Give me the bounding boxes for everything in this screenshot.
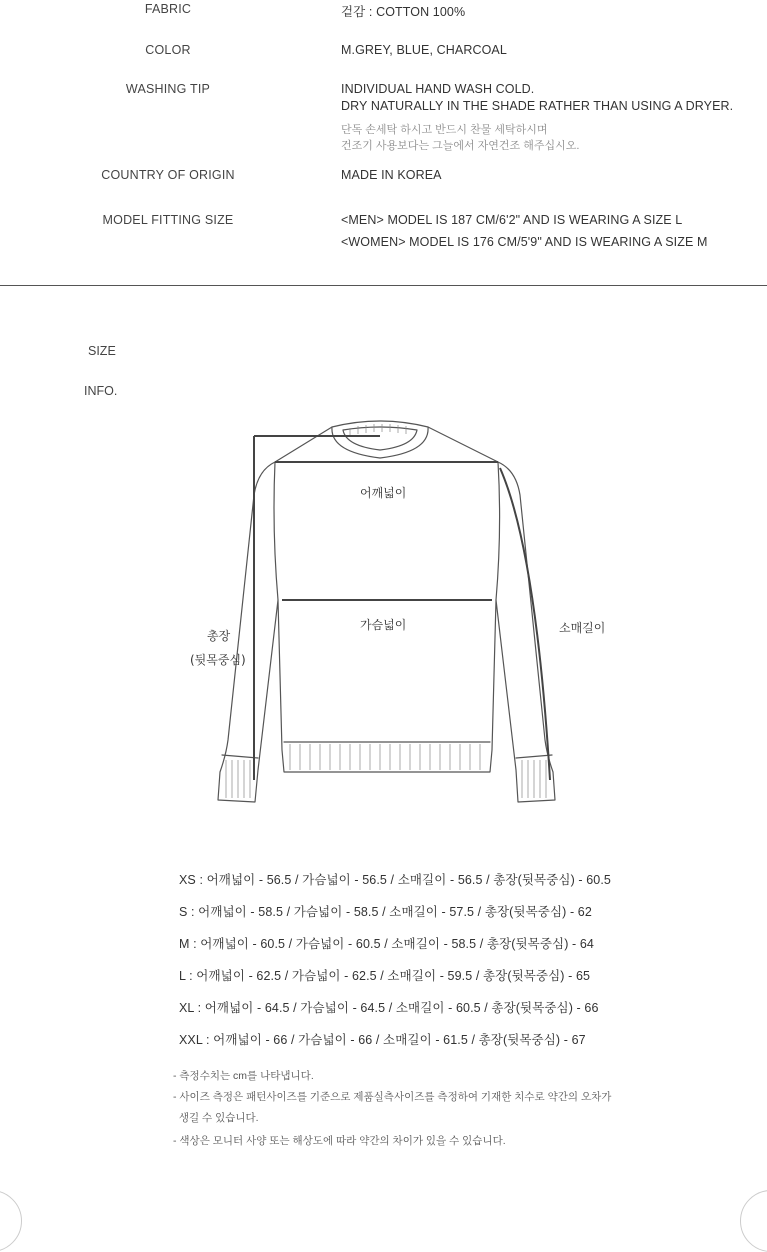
diagram-label-chest: 가슴넓이	[360, 618, 407, 632]
section-divider	[0, 285, 767, 286]
spec-value-washing-kr-1: 단독 손세탁 하시고 반드시 찬물 세탁하시며	[341, 124, 548, 136]
size-row-s: S : 어깨넓이 - 58.5 / 가슴넓이 - 58.5 / 소매길이 - 57.5 / 총장(뒷목중심) - 62	[179, 905, 592, 919]
spec-label-model-fitting: MODEL FITTING SIZE	[102, 213, 234, 227]
spec-value-washing-kr-2: 건조기 사용보다는 그늘에서 자연건조 해주십시오.	[341, 140, 580, 152]
diagram-label-shoulder: 어깨넓이	[360, 486, 407, 500]
spec-label-country: COUNTRY OF ORIGIN	[101, 168, 235, 182]
spec-value-fabric: 겉감 : COTTON 100%	[341, 5, 466, 19]
note-4: - 색상은 모니터 사양 또는 해상도에 따라 약간의 차이가 있을 수 있습니다.	[173, 1135, 506, 1147]
size-row-xs: XS : 어깨넓이 - 56.5 / 가슴넓이 - 56.5 / 소매길이 - 56.5 / 총장(뒷목중심) - 60.5	[179, 873, 611, 887]
spec-value-washing-2: DRY NATURALLY IN THE SHADE RATHER THAN USING A DRYER.	[341, 99, 734, 113]
note-1: - 측정수치는 cm를 나타냅니다.	[173, 1070, 314, 1082]
size-row-xxl: XXL : 어깨넓이 - 66 / 가슴넓이 - 66 / 소매길이 - 61.5 / 총장(뒷목중심) - 67	[179, 1033, 586, 1047]
spec-label-washing-tip: WASHING TIP	[125, 82, 211, 96]
note-2: - 사이즈 측정은 패턴사이즈를 기준으로 제품실측사이즈를 측정하여 기재한 치수로 약간의 오차가	[173, 1091, 612, 1103]
diagram-label-length-note: (뒷목중심)	[190, 653, 246, 667]
spec-value-model-women: <WOMEN> MODEL IS 176 CM/5'9" AND IS WEARING A SIZE M	[341, 235, 708, 249]
spec-label-color: COLOR	[145, 43, 191, 57]
spec-label-fabric: FABRIC	[144, 2, 192, 16]
size-row-xl: XL : 어깨넓이 - 64.5 / 가슴넓이 - 64.5 / 소매길이 - 60.5 / 총장(뒷목중심) - 66	[179, 1001, 599, 1015]
spec-value-country: MADE IN KOREA	[341, 168, 442, 182]
note-3: 생길 수 있습니다.	[173, 1112, 259, 1124]
size-row-m: M : 어깨넓이 - 60.5 / 가슴넓이 - 60.5 / 소매길이 - 58.5 / 총장(뒷목중심) - 64	[179, 937, 594, 951]
spec-value-washing-1: INDIVIDUAL HAND WASH COLD.	[341, 82, 535, 96]
spec-value-color: M.GREY, BLUE, CHARCOAL	[341, 43, 507, 57]
spec-value-model-men: <MEN> MODEL IS 187 CM/6'2" AND IS WEARING A SIZE L	[341, 213, 683, 227]
diagram-label-length: 총장	[207, 629, 231, 643]
carousel-next-edge[interactable]	[740, 1190, 767, 1252]
size-info-title-2: INFO.	[84, 384, 118, 398]
diagram-label-sleeve: 소매길이	[559, 621, 606, 635]
carousel-prev-edge[interactable]	[0, 1190, 22, 1252]
size-row-l: L : 어깨넓이 - 62.5 / 가슴넓이 - 62.5 / 소매길이 - 59.5 / 총장(뒷목중심) - 65	[179, 969, 591, 983]
size-info-title-1: SIZE	[88, 344, 116, 358]
